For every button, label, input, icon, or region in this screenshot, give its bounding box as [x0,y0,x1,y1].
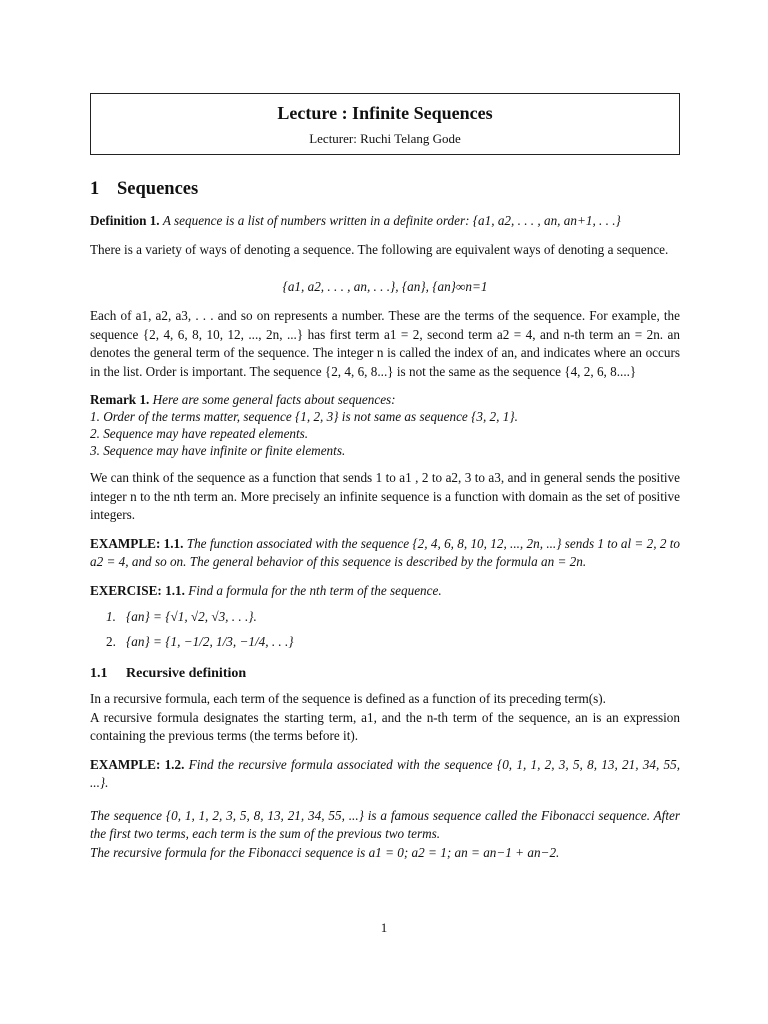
paragraph: Each of a1, a2, a3, . . . and so on represents a number. These are the terms of the sequence. For example, the sequence {2, 4, 6, 8, 10, 12, ..., 2n, ...} has first term a1 = 2, second term a2 = 4, and n-th term an = 2n. an denotes the general term of the sequence. The integer n is called the index of an, and indicates where an occurs in the list. Order is important. The sequence {2, 4, 6, 8...} is not the same as the sequence {4, 2, 6, 8....} [90,308,680,379]
item-text: {an} = {√1, √2, √3, . . .}. [126,609,257,624]
example [90,756,680,793]
title-box [90,93,680,155]
lecturer-name: Lecturer: Ruchi Telang Gode [309,131,461,146]
page-number: 1 [380,920,388,935]
item-text: {an} = {1, −1/2, 1/3, −1/4, . . .} [126,634,294,649]
item-number: 2. [106,634,116,649]
section-title: Sequences [117,179,199,199]
remark-line: Here are some general facts about sequences: [152,392,396,407]
exercise-text: Find a formula for the nth term of the sequence. [188,582,442,598]
display-equation: {a1, a2, . . . , an, . . .}, {an}, {an}∞n=1 [282,279,488,294]
example-label: EXAMPLE: 1.2. [90,756,185,772]
list-item [106,629,680,654]
page-content [90,93,680,872]
section-heading [90,179,680,200]
example-text: The function associated with the sequence {2, 4, 6, 8, 10, 12, ..., 2n, ...} sends 1 to al = 2, 2 to a2 = 4, and so on. The general behavior of this sequence is described by the formula an = 2n. [90,535,680,569]
example-label: EXAMPLE: 1.1. [90,535,184,551]
item-number: 1. [106,609,116,624]
remark-line: 2. Sequence may have repeated elements. [90,426,309,441]
definition [90,212,680,231]
remark-line: 3. Sequence may have infinite or finite elements. [90,443,346,458]
exercise [90,582,680,601]
lecture-title: Lecture : Infinite Sequences [277,103,493,123]
paragraph: There is a variety of ways of denoting a sequence. The following are equivalent ways of denoting a sequence. [90,241,669,257]
list-item [106,604,680,629]
paragraph-line: In a recursive formula, each term of the sequence is defined as a function of its preceding term(s). [90,691,606,706]
paragraph-line: A recursive formula designates the starting term, a1, and the n-th term of the sequence, an is an expression containing the previous terms (the terms before it). [90,709,680,743]
section-number: 1 [90,179,100,199]
exercise-label: EXERCISE: 1.1. [90,582,185,598]
fibonacci-line: The recursive formula for the Fibonacci sequence is a1 = 0; a2 = 1; an = an−1 + an−2. [90,844,560,860]
example [90,535,680,572]
definition-text: A sequence is a list of numbers written in a definite order: {a1, a2, . . . , an, an+1, . . .} [162,213,621,228]
remark-label: Remark 1. [90,392,150,407]
paragraph: We can think of the sequence as a function that sends 1 to a1 , 2 to a2, 3 to a3, and in general sends the positive integer n to the nth term an. More precisely an infinite sequence is a function with domain as the set of positive integers. [90,470,680,522]
paragraph [90,690,680,746]
definition-label: Definition 1. [90,213,160,228]
subsection-number: 1.1 [90,666,108,681]
fibonacci-note [90,807,680,863]
exercise-list [106,604,680,654]
remark-line: 1. Order of the terms matter, sequence {1, 2, 3} is not same as sequence {3, 2, 1}. [90,409,518,424]
subsection-title: Recursive definition [126,666,247,681]
fibonacci-line: The sequence {0, 1, 1, 2, 3, 5, 8, 13, 21, 34, 55, ...} is a famous sequence called the Fibonacci sequence. After the first two terms, each term is the sum of the previous two terms. [90,807,680,841]
subsection-heading [90,666,680,682]
remark [90,391,680,459]
example-text: Find the recursive formula associated with the sequence {0, 1, 1, 2, 3, 5, 8, 13, 21, 34, 55, ...}. [90,756,680,790]
